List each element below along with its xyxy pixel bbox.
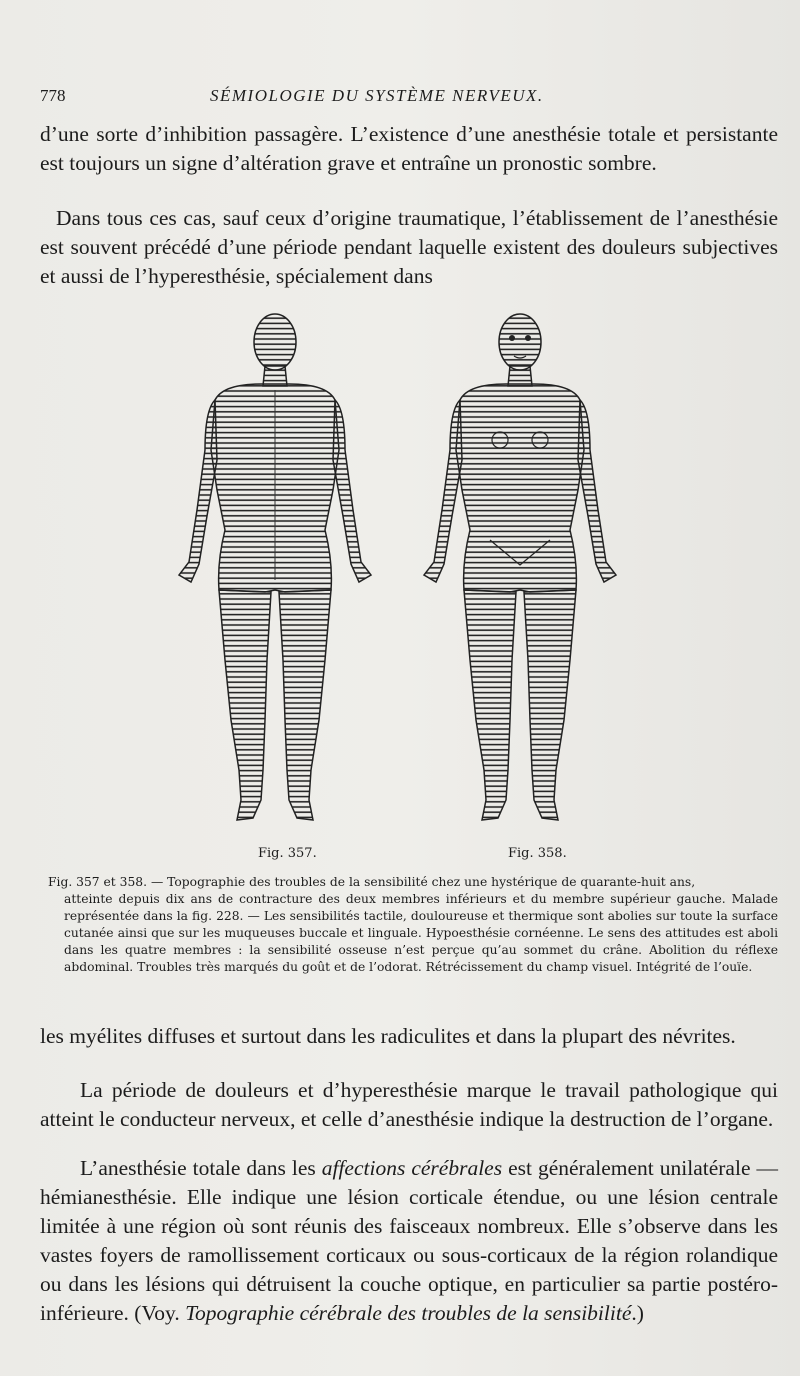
figure-357-back-view [179, 314, 371, 820]
paragraph-5 [40, 1154, 778, 1328]
paragraph-2: Dans tous ces cas, sauf ceux d’origine traumatique, l’établissement de l’anesthésie est souvent précédé d’une période pendant laquelle existent des douleurs subjectives et aussi de l’hyperesthésie, spécialement dans [40, 206, 778, 288]
caption-body: atteinte depuis dix ans de contracture des deux membres inférieurs et du membre supérieur gauche. Malade représentée dans la fig. 228. — Les sensibilités tactile, douloureuse et thermique sont abolies sur toute la surface cutanée ainsi que sur les muqueuses buccale et linguale. Hypoesthésie cornéenne. Le sens des attitudes est aboli dans les quatre membres : la sensibilité osseuse n’est perçue qu’au sommet du crâne. Abolition du réflexe abdominal. Troubles très marqués du goût et de l’odorat. Rétrécissement du champ visuel. Intégrité de l’ouïe. [64, 892, 778, 974]
paragraph-5-text-b: est généralement unilatérale — hémianesthésie. Elle indique une lésion corticale étendue, ou une lésion centrale limitée à une région où sont réunis des faisceaux nombreux. Elle s’observe dans les vastes foyers de ramollissement corticaux ou sous-corticaux de la région rolandique ou dans les lésions qui détruisent la couche optique, en particulier sa partie postéro-inférieure. (Voy. [40, 1156, 778, 1325]
paragraph-5-italic-reference: Topographie cérébrale des troubles de la sensibilité [185, 1301, 632, 1325]
caption-first-line: Fig. 357 et 358. — Topographie des troubles de la sensibilité chez une hystérique de quarante-huit ans, [48, 875, 696, 889]
figure-label-357: Fig. 357. [258, 846, 317, 861]
running-title: SÉMIOLOGIE DU SYSTÈME NERVEUX. [210, 86, 544, 105]
paragraph-5-text-c: .) [631, 1301, 644, 1325]
paragraph-3: les myélites diffuses et surtout dans les radiculites et dans la plupart des névrites. [40, 1024, 736, 1048]
body-sensibility-figure [150, 300, 650, 860]
figure-caption [48, 874, 778, 976]
paragraph-5-text-a: L’anesthésie totale dans les [80, 1156, 322, 1180]
paragraph-1: d’une sorte d’inhibition passagère. L’existence d’une anesthésie totale et persistante est toujours un signe d’altération grave et entraîne un pronostic sombre. [40, 122, 778, 175]
page-number: 778 [40, 86, 66, 105]
page-header [40, 86, 780, 110]
paragraph-4: La période de douleurs et d’hyperesthésie marque le travail pathologique qui atteint le conducteur nerveux, et celle d’anesthésie indique la destruction de l’organe. [40, 1078, 778, 1131]
paragraph-5-italic-term: affections cérébrales [321, 1156, 503, 1180]
figure-358-front-view [424, 314, 616, 820]
figure-label-358: Fig. 358. [508, 846, 567, 861]
